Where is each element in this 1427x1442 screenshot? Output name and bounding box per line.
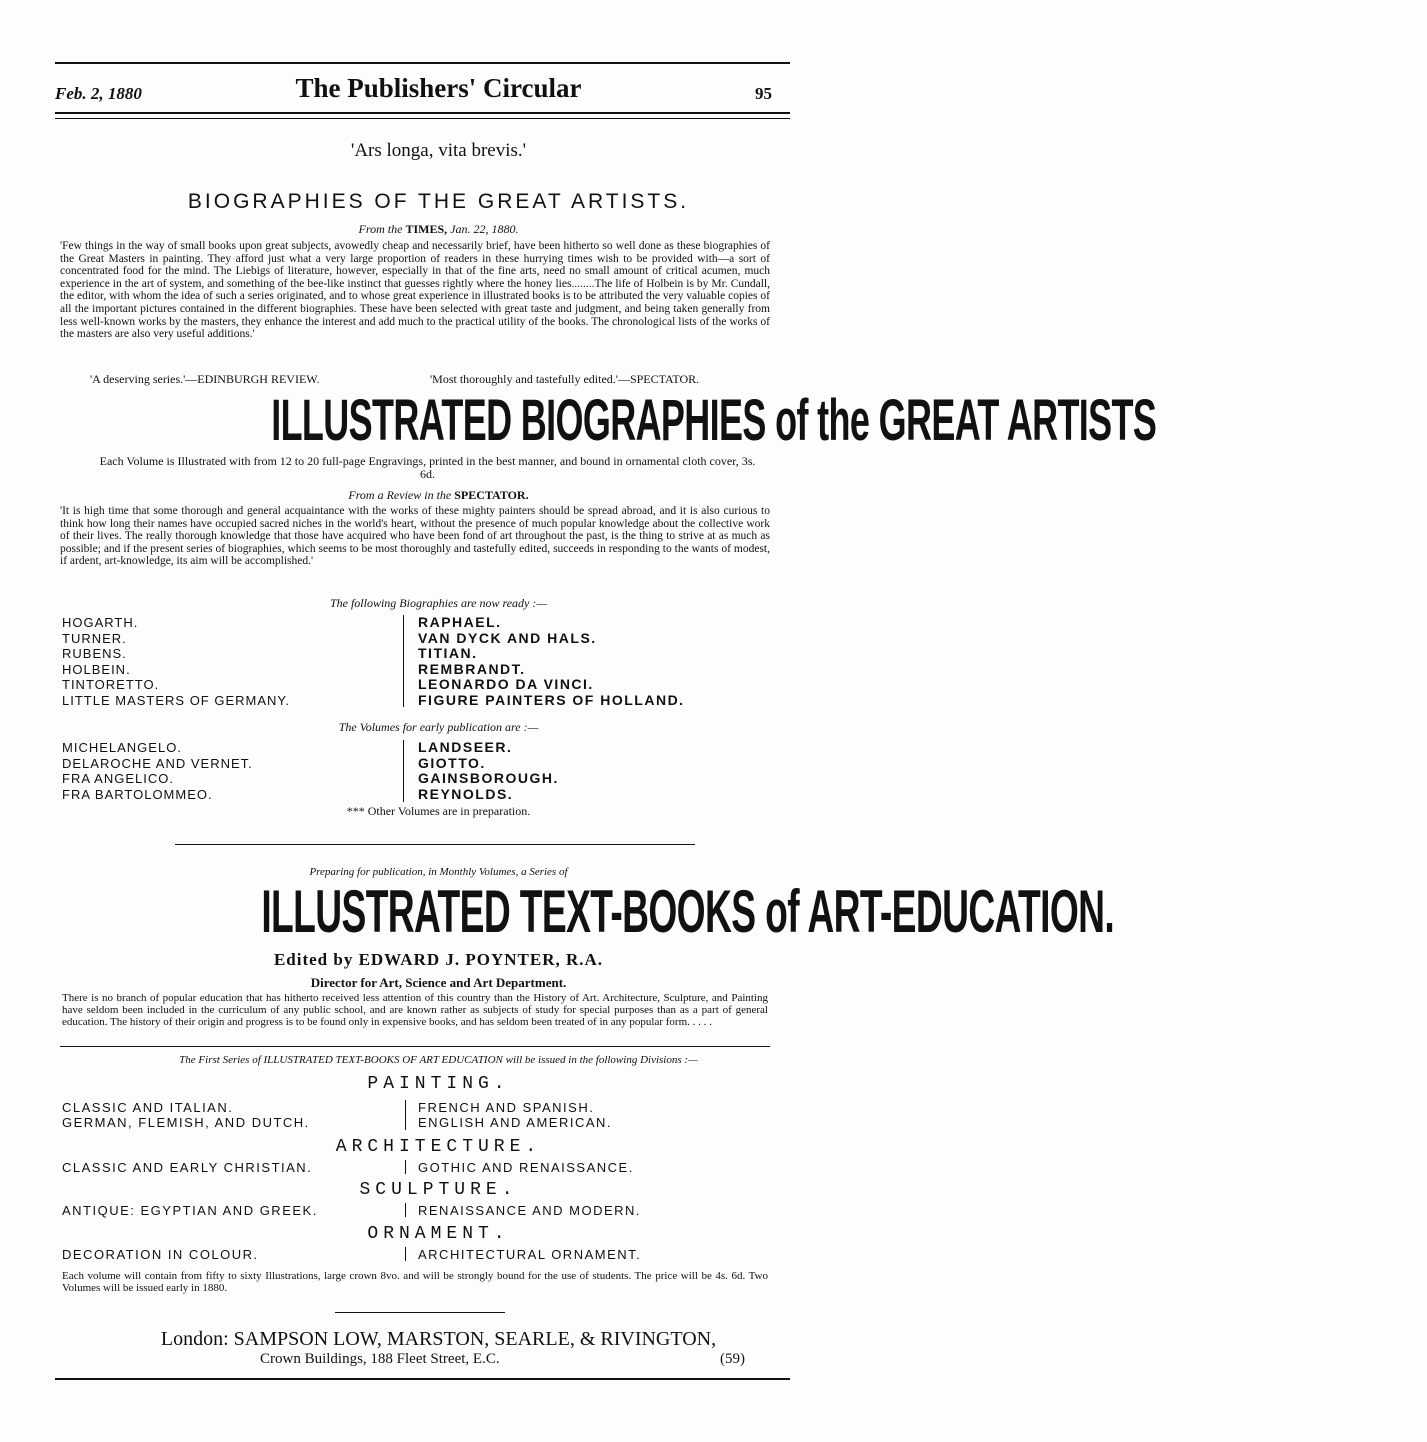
list-item: TURNER.: [62, 630, 127, 646]
list-item: TITIAN.: [418, 645, 478, 662]
list-item: LEONARDO DA VINCI.: [418, 676, 594, 693]
spectator-source: [0, 488, 877, 503]
list-item: FRENCH AND SPANISH.: [418, 1100, 595, 1115]
column-divider: [403, 615, 404, 707]
intro-paragraph: There is no branch of popular education that has hitherto received less attention of this country than the History of Art. Architecture, Sculpture, and Painting have seldom been included in the curriculum of any public school, and are known rather as subjects of study for special purposes than as a part of general education. The history of their origin and progress is to be found only in expensive books, and has seldom been treated of in any popular form. . . . .: [62, 992, 768, 1028]
closing-paragraph: Each volume will contain from fifty to sixty Illustrations, large crown 8vo. and will be strongly bound for the use of students. The price will be 4s. 6d. Two Volumes will be issued early in 1880.: [62, 1270, 768, 1294]
text-books-title-text: ILLUSTRATED TEXT-BOOKS of ART-EDUCATION.: [261, 878, 1115, 945]
list-item: REMBRANDT.: [418, 660, 526, 677]
edited-by: Edited by EDWARD J. POYNTER, R.A.: [273, 950, 604, 969]
list-item: CLASSIC AND ITALIAN.: [62, 1100, 234, 1115]
publisher-line: London: SAMPSON LOW, MARSTON, SEARLE, & RIVINGTON,: [160, 1328, 717, 1350]
list-item: VAN DYCK AND HALS.: [418, 629, 597, 646]
sculpture-left: ANTIQUE: EGYPTIAN AND GREEK.: [62, 1203, 318, 1218]
painting-left: [62, 1100, 310, 1130]
biographies-title: BIOGRAPHIES OF THE GREAT ARTISTS.: [187, 190, 690, 213]
journal-title: The Publishers' Circular: [295, 73, 582, 103]
column-divider: [405, 1100, 406, 1130]
column-divider: [405, 1160, 406, 1174]
column-divider: [405, 1247, 406, 1261]
list-item: HOLBEIN.: [62, 661, 131, 677]
source-date: Jan. 22, 1880.: [450, 222, 519, 236]
spectator-name: SPECTATOR.: [454, 488, 529, 502]
top-rule: [55, 62, 790, 64]
upcoming-right-list: [418, 740, 559, 802]
illustrated-biographies-title: [0, 388, 1157, 453]
preparing-note: Preparing for publication, in Monthly Volumes, a Series of: [309, 866, 568, 878]
list-item: LITTLE MASTERS OF GERMANY.: [62, 692, 291, 708]
list-item: FIGURE PAINTERS OF HOLLAND.: [418, 691, 685, 708]
intro-rule: [60, 1046, 770, 1047]
spectator-quote: 'It is high time that some thorough and general acquaintance with the works of these mighty painters should be spread abroad, and it is also curious to think how long their names have occupied sacred niches in the world's heart, without the presence of much popular knowledge about the collective work of their lives. The really thorough knowledge that those have acquired who have been fond of art throughout the past, is the thing to strive at as much as possible; and if the present series of biographies, which seems to be most thoroughly and tastefully edited, succeeds in responding to the wants of modest, if ardent, art-knowledge, its aim will be accomplished.': [60, 505, 770, 568]
column-divider: [405, 1203, 406, 1217]
sculpture-right: RENAISSANCE AND MODERN.: [418, 1203, 642, 1218]
list-item: GIOTTO.: [418, 754, 486, 771]
upcoming-heading: The Volumes for early publication are :—: [338, 720, 539, 734]
painting-right: [418, 1100, 612, 1130]
list-item: DELAROCHE AND VERNET.: [62, 755, 253, 771]
list-item: FRA ANGELICO.: [62, 771, 174, 787]
bottom-rule: [55, 1378, 790, 1380]
ready-heading: The following Biographies are now ready :—: [329, 596, 548, 610]
division-heading-ornament: ORNAMENT.: [367, 1224, 510, 1244]
review-spectator: 'Most thoroughly and tastefully edited.'—SPECTATOR.: [430, 372, 700, 386]
list-item: ENGLISH AND AMERICAN.: [418, 1115, 613, 1130]
page-number: 95: [755, 84, 772, 103]
source-prefix: From the: [358, 222, 403, 236]
volume-description: Each Volume is Illustrated with from 12 to 20 full-page Engravings, printed in the best manner, and bound in ornamental cloth cover, 3s. 6d.: [99, 454, 756, 481]
list-item: GERMAN, FLEMISH, AND DUTCH.: [62, 1115, 310, 1130]
illustrated-biographies-title-text: ILLUSTRATED BIOGRAPHIES of the GREAT ARTISTS: [271, 388, 1157, 453]
text-books-title: [0, 878, 1115, 945]
director-line: Director for Art, Science and Art Department.: [310, 975, 567, 990]
list-item: TINTORETTO.: [62, 677, 160, 693]
list-item: HOGARTH.: [62, 615, 139, 630]
architecture-right: GOTHIC AND RENAISSANCE.: [418, 1160, 634, 1175]
issue-date: Feb. 2, 1880: [55, 84, 142, 103]
list-item: GAINSBOROUGH.: [418, 770, 559, 787]
ornament-right: ARCHITECTURAL ORNAMENT.: [418, 1247, 642, 1262]
motto: 'Ars longa, vita brevis.': [350, 140, 527, 161]
division-heading-architecture: ARCHITECTURE.: [335, 1137, 542, 1157]
list-item: MICHELANGELO.: [62, 740, 182, 755]
footer-divider: [335, 1312, 505, 1313]
upcoming-left-list: [62, 740, 253, 802]
column-divider: [403, 740, 404, 802]
list-item: RUBENS.: [62, 646, 127, 662]
publisher-address: Crown Buildings, 188 Fleet Street, E.C.: [260, 1351, 500, 1367]
architecture-left: CLASSIC AND EARLY CHRISTIAN.: [62, 1160, 313, 1175]
list-item: FRA BARTOLOMMEO.: [62, 786, 213, 802]
list-item: RAPHAEL.: [418, 614, 502, 630]
division-heading-sculpture: SCULPTURE.: [359, 1180, 518, 1200]
ready-left-list: [62, 615, 290, 709]
review-edinburgh: 'A deserving series.'—EDINBURGH REVIEW.: [90, 372, 320, 386]
times-quote: 'Few things in the way of small books upon great subjects, avowedly cheap and necessarily brief, have been hitherto so well done as these biographies of the Great Masters in painting. They afford just what a very large proportion of readers in these hurrying times wish to be provided with—a sort of concentrated food for the mind. The Liebigs of literature, however, especially in that of the fine arts, need no small amount of critical acumen, much experience in the art of system, and something of the bee-like instinct that guesses rightly where the honey lies........The life of Holbein is by Mr. Cundall, the editor, with whom the idea of such a series originated, and to whose great experience in illustrated books is to be attributed the very valuable copies of all the important pictures contained in the different biographies. These have been selected with great taste and judgment, and being taken generally from less well-known works by the masters, they enhance the interest and add much to the practical utility of the books. The chronological lists of the works of the masters are also very useful additions.': [60, 240, 770, 341]
spectator-prefix: From a Review in the: [348, 488, 452, 502]
header-rule: [55, 112, 790, 114]
ornament-left: DECORATION IN COLOUR.: [62, 1247, 259, 1262]
ready-right-list: [418, 615, 685, 709]
list-item: REYNOLDS.: [418, 785, 514, 802]
times-source: [0, 222, 877, 237]
ad-number: (59): [720, 1351, 745, 1367]
other-volumes-note: *** Other Volumes are in preparation.: [346, 804, 531, 818]
first-series-note: The First Series of ILLUSTRATED TEXT-BOOKS OF ART EDUCATION will be issued in the following Divisions :—: [179, 1054, 698, 1066]
division-heading-painting: PAINTING.: [367, 1074, 510, 1094]
header-rule-thin: [55, 118, 790, 119]
list-item: LANDSEER.: [418, 739, 513, 755]
source-name: TIMES,: [405, 222, 448, 236]
section-divider: [175, 844, 695, 845]
